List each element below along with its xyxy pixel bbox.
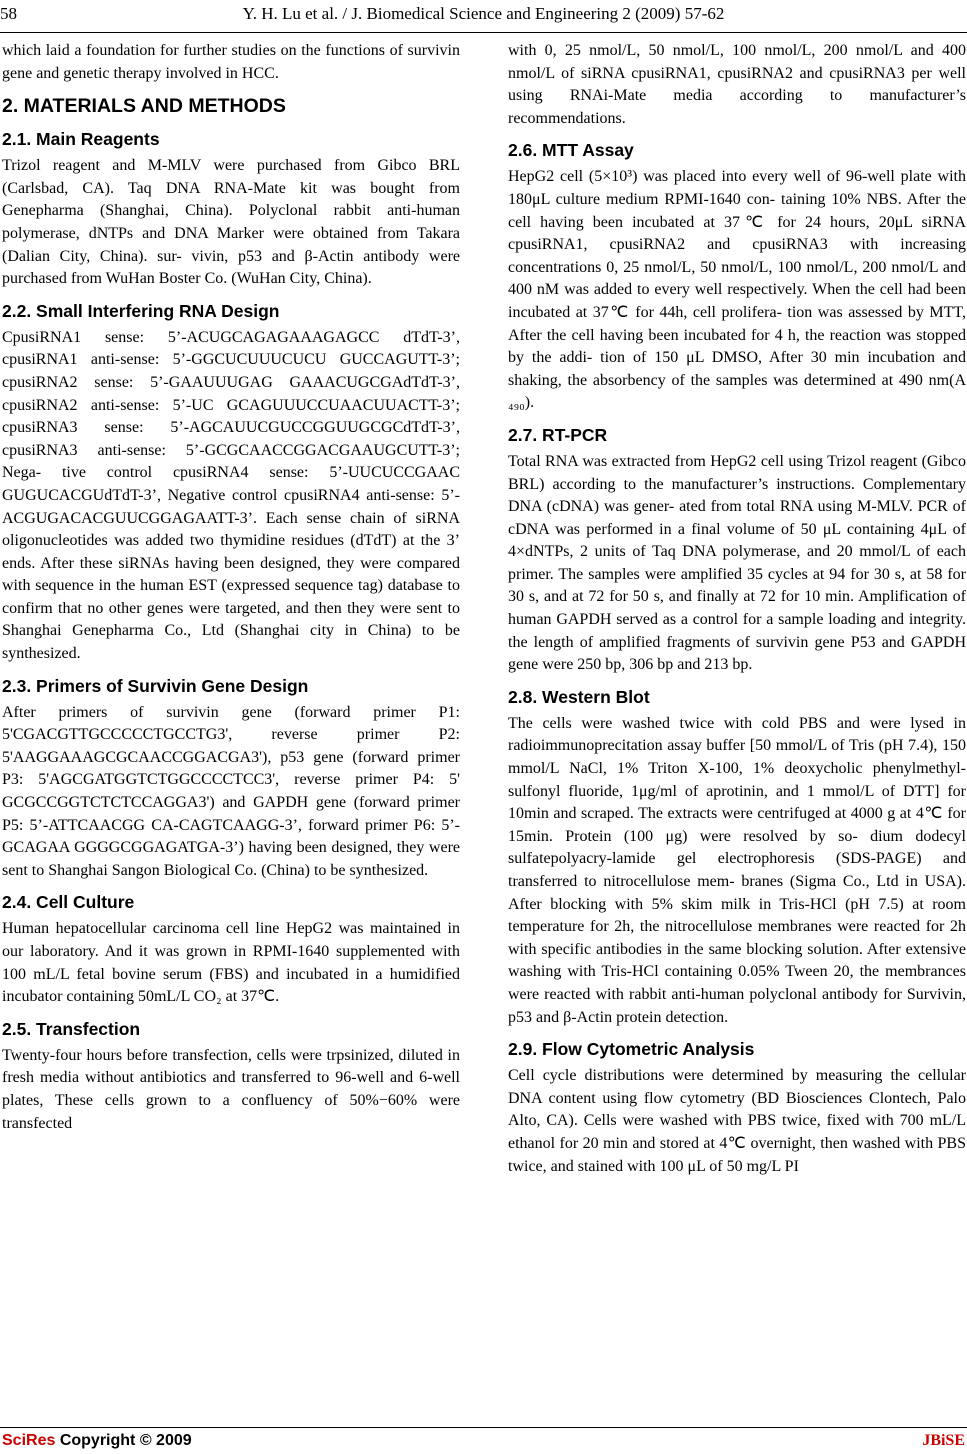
footer-rule bbox=[0, 1427, 967, 1428]
left-column bbox=[2, 40, 460, 1135]
subsection-heading: 2.2. Small Interfering RNA Design bbox=[2, 300, 280, 321]
page-header bbox=[0, 4, 967, 28]
body-paragraph: After primers of survivin gene (forward primer P1: 5'CGACGTTGCCCCCTGCCTG3', reverse primer P2: 5'AAGGAAAGCGCAACCGGACGA3'), p53 gene (forward primer P3: 5'AGCGATGGTCTGGCCCCTCC3', reverse primer P4: 5' GCGCCGGTCTCTCCAGGA3') and GAPDH gene (forward primer P5: 5’-ATTCAACGG CA-CAGTCAAGG-3’, forward primer P6: 5’-GCAGAA GGGGCGGAGATGA-3’) having been designed, they were sent to Shanghai Sangon Biological Co. (China) to be synthesized. bbox=[2, 703, 460, 879]
body-paragraph: Trizol reagent and M-MLV were purchased from Gibco BRL (Carlsbad, CA). Taq DNA RNA-Mate kit was bought from Genepharma (Shanghai, China). Polyclonal rabbit anti-human polymerase, dNTPs and DNA Marker were obtained from Takara (Dalian City, China). sur- vivin, p53 and β-Actin antibody were purchased from WuHan Boster Co. (WuHan City, China). bbox=[2, 157, 460, 288]
publisher-brand: SciRes bbox=[2, 1432, 56, 1449]
subsection-heading: 2.9. Flow Cytometric Analysis bbox=[508, 1039, 755, 1060]
body-paragraph: The cells were washed twice with cold PBS and were lysed in radioimmunoprecitation assay buffer [50 mmol/L of Tris (pH 7.4), 150 mmol/L NaCl, 1% Triton X-100, 1% deoxycholic phenylmethyl-sulfonyl fluoride, 1μg/ml of aprotinin, and 1 mmol/L of DTT] for 10min and scraped. The extracts were centrifuged at 4000 g at 4℃ for 15min. Protein (100 μg) were resolved by so- dium dodecyl sulfatepolyacry-lamide gel electrophoresis (SDS-PAGE) and transferred to nitrocellulose mem- branes (Sigma Co., Ltd in USA). After blocking with 5% skim milk in Tris-HCl (pH 7.5) at room temperature for 2h, the nitrocellulose membranes were reacted for 2h with specific antibodies in the same blocking solution. After extensive washing with Tris-HCl containing 0.05% Tween 20, the membrances were reacted with rabbit anti-human polyclonal antibody for Survivin, p53 and β-Actin protein detection. bbox=[508, 714, 966, 1026]
body-paragraph: Total RNA was extracted from HepG2 cell using Trizol reagent (Gibco BRL) according to the manufacturer’s instructions. Complementary DNA (cDNA) was gener- ated from total RNA using M-MLV. PCR of cDNA was performed in a final volume of 50 μL containing 4μL of 4×dNTPs, 2 units of Taq DNA polymerase, and 20 mmol/L of each primer. The samples were amplified 35 cycles at 94 for 30 s, at 58 for 30 s, and at 72 for 50 s, and finally at 72 for 10 min. Amplification of human GAPDH served as a control for a sample loading and integrity. the length of amplified fragments of survivin gene P53 and GAPDH gene were 250 bp, 306 bp and 213 bp. bbox=[508, 452, 966, 674]
page-footer bbox=[0, 1432, 967, 1452]
subsection-heading: 2.4. Cell Culture bbox=[2, 892, 135, 913]
body-paragraph: Twenty-four hours before transfection, cells were trpsinized, diluted in fresh media without antibiotics and transferred to 96-well and 6-well plates, These cells grown to a confluency of 50%−60% were transfected bbox=[2, 1046, 460, 1132]
subsection-heading: 2.8. Western Blot bbox=[508, 686, 650, 707]
subsection-heading: 2.3. Primers of Survivin Gene Design bbox=[2, 675, 309, 696]
page-number: 58 bbox=[0, 4, 17, 23]
subsection-heading: 2.1. Main Reagents bbox=[2, 129, 160, 150]
body-paragraph: with 0, 25 nmol/L, 50 nmol/L, 100 nmol/L, 200 nmol/L and 400 nmol/L of siRNA cpusiRNA1, cpusiRNA2 and cpusiRNA3 per well using RNAi-Mate media according to manufacturer’s recommendations. bbox=[508, 42, 966, 127]
subsection-heading: 2.5. Transfection bbox=[2, 1018, 141, 1039]
header-rule bbox=[0, 32, 967, 33]
body-paragraph: CpusiRNA1 sense: 5’-ACUGCAGAGAAAGAGCC dTdT-3’, cpusiRNA1 anti-sense: 5’-GGCUCUUUCUCU GUCCAGUTT-3’; cpusiRNA2 sense: 5’-GAAUUUGAG GAAACUGCGAdTdT-3’, cpusiRNA2 anti-sense: 5’-UC GCAGUUUCCUAACUUACTT-3’; cpusiRNA3 sense: 5’-AGCAUUCGUCCGGUUGCGCdTdT-3’, cpusiRNA3 anti-sense: 5’-GCGCAACCGGACGAAUGCUTT-3’; Nega- tive control cpusiRNA4 sense: 5’-UUCUCCGAAC GUGUCACGUdTdT-3’, Negative control cpusiRNA4 anti-sense: 5’-ACGUGACACGUUCGGAGAATT-3’. Each sense chain of siRNA oligonucleotides was added two thymidine residues (dTdT) at the 3’ ends. After these siRNAs having been designed, they were compared with sequence in the human EST (expressed sequence tag) database to confirm that no other genes were targeted, and then they were sent to Shanghai Genepharma Co., Ltd (Shanghai city in China) to be synthesized. bbox=[2, 328, 460, 663]
body-paragraph: HepG2 cell (5×10³) was placed into every well of 96-well plate with 180μL culture medium RPMI-1640 con- taining 10% NBS. After the cell having been incubated at 37℃ for 24 hours, 20μL siRNA cpusiRNA1, cpusiRNA2 and cpusiRNA3 with increasing concentrations 0, 25 nmol/L, 50 nmol/L, 100 nmol/L, 200 nmol/L and 400 nM was added to every well respectively. When the cell had been incubated at 37℃ for 44h, cell prolifera- tion was assessed by MTT, After the cell having been incubated for 4 h, the reaction was stopped by the addi- tion of 150 μL DMSO, After 30 min incubation and shaking, the absorbency of the samples was determined at 490 nm(A ₄₉₀). bbox=[508, 168, 966, 412]
copyright-text: Copyright © 2009 bbox=[55, 1432, 192, 1449]
journal-abbrev: JBiSE bbox=[922, 1432, 965, 1449]
body-paragraph: Cell cycle distributions were determined by measuring the cellular DNA content using flow cytometry (BD Biosciences Clontech, Palo Alto, CA). Cells were washed with PBS twice, fixed with 700 mL/L ethanol for 20 min and stored at 4℃ overnight, then washed with PBS twice, and stained with 100 μL of 50 mg/L PI bbox=[508, 1067, 966, 1175]
subsection-heading: 2.7. RT-PCR bbox=[508, 424, 608, 445]
subsection-heading: 2.6. MTT Assay bbox=[508, 140, 634, 161]
running-head: Y. H. Lu et al. / J. Biomedical Science and Engineering 2 (2009) 57-62 bbox=[242, 4, 725, 23]
section-heading: 2. MATERIALS AND METHODS bbox=[2, 95, 286, 118]
body-paragraph: Human hepatocellular carcinoma cell line HepG2 was maintained in our laboratory. And it was grown in RPMI-1640 supplemented with 100 mL/L fetal bovine serum (FBS) and incubated in a humidified incubator containing 50mL/L CO₂ at 37℃. bbox=[2, 920, 460, 1006]
right-column bbox=[508, 40, 966, 1178]
footer-copyright bbox=[2, 1432, 192, 1450]
body-paragraph: which laid a foundation for further studies on the functions of survivin gene and genetic therapy involved in HCC. bbox=[2, 42, 460, 82]
